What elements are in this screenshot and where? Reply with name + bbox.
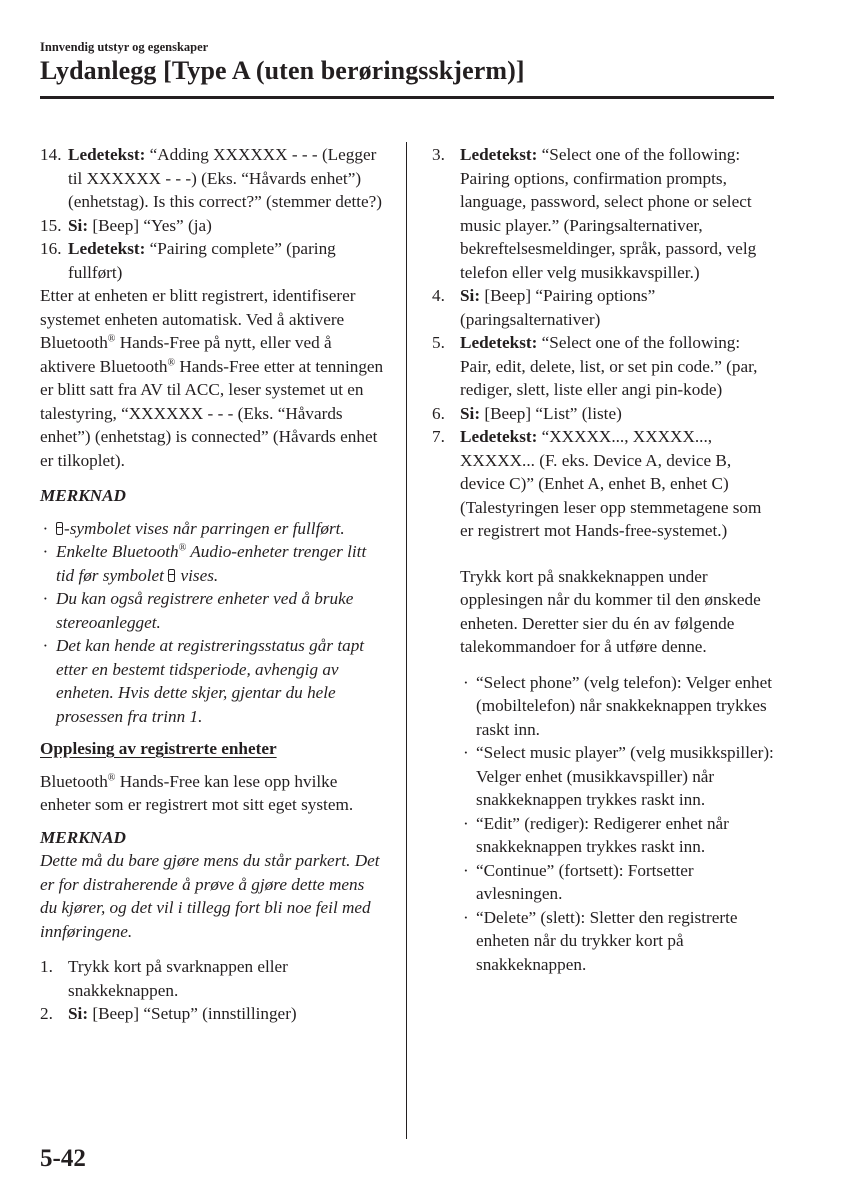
header-rule bbox=[40, 96, 774, 99]
step-7 bbox=[432, 425, 774, 543]
step-text: [Beep] “Yes” (ja) bbox=[88, 215, 212, 235]
bluetooth-status-icon bbox=[56, 522, 63, 535]
step-16 bbox=[40, 237, 385, 284]
step-number: 2. bbox=[40, 1004, 53, 1023]
left-column bbox=[40, 143, 385, 1026]
note-heading: MERKNAD bbox=[40, 827, 126, 847]
step-label: Ledetekst: bbox=[68, 239, 146, 258]
step-1 bbox=[40, 955, 385, 1002]
step-14 bbox=[40, 143, 385, 214]
step-number: 3. bbox=[432, 145, 445, 164]
step-number: 6. bbox=[432, 403, 445, 423]
step-text: [Beep] “List” (liste) bbox=[480, 403, 622, 423]
step-6 bbox=[432, 402, 774, 426]
step-label: Si: bbox=[460, 403, 481, 423]
page-title: Lydanlegg [Type A (uten berøringsskjerm)] bbox=[40, 56, 525, 85]
section-heading: Opplesing av registrerte enheter bbox=[40, 739, 277, 758]
body-paragraph: Etter at enheten er blitt registrert, identifiserer systemet enheten automatisk. Ved å aktivere Bluetooth® Hands-Free på nytt, eller ved å aktivere Bluetooth® Hands-Free etter at tenningen er blitt satt fra AV til ACC, leser systemet ut en talestyring, “XXXXXX - - - (Eks. “Håvards enhet”) (enhetstag) is connected” (Håvards enhet er tilkoplet). bbox=[40, 286, 384, 470]
page-number: 5-42 bbox=[40, 1145, 86, 1172]
step-text: “Adding XXXXXX - - - (Legger til XXXXXX - - -) (Eks. “Håvards enhet”) (enhetstag). Is this correct?” (stemmer dette?) bbox=[68, 145, 382, 211]
section-label: Innvendig utstyr og egenskaper bbox=[40, 40, 209, 54]
list-item: · “Select music player” (velg musikkspiller): Velger enhet (musikkavspiller) når snakkeknappen trykkes raskt inn. bbox=[463, 743, 774, 809]
step-4 bbox=[432, 284, 774, 331]
list-item: · “Delete” (slett): Sletter den registrerte enheten når du trykker kort på snakkeknappen. bbox=[463, 907, 738, 974]
step-text: Trykk kort på svarknappen eller snakkeknappen. bbox=[68, 957, 288, 1000]
step-number: 15. bbox=[40, 215, 62, 235]
step-text: [Beep] “Setup” (innstillinger) bbox=[88, 1004, 297, 1023]
step-number: 1. bbox=[40, 957, 53, 976]
step-text: “Select one of the following: Pair, edit, delete, list, or set pin code.” (par, rediger, slett, liste eller angi pin-kode) bbox=[460, 333, 758, 399]
step-label: Si: bbox=[68, 1004, 89, 1023]
step-number: 14. bbox=[40, 145, 62, 164]
step-text: “Pairing complete” (paring fullført) bbox=[68, 239, 336, 282]
note-bullet: · -symbolet vises når parringen er fullført. bbox=[43, 518, 345, 538]
right-column bbox=[432, 143, 774, 976]
list-item: · “Edit” (rediger): Redigerer enhet når snakkeknappen trykkes raskt inn. bbox=[463, 813, 729, 856]
step-number: 4. bbox=[432, 286, 445, 305]
step-number: 7. bbox=[432, 427, 445, 446]
note-heading: MERKNAD bbox=[40, 486, 126, 505]
body-paragraph: Trykk kort på snakkeknappen under opplesingen når du kommer til den ønskede enheten. Deretter sier du én av følgende talekommandoer for å utføre denne. bbox=[460, 566, 761, 656]
note-bullet: · Det kan hende at registreringsstatus går tapt etter en bestemt tidsperiode, avhengig av enheten. Hvis dette skjer, gjentar du hele prosessen fra trinn 1. bbox=[43, 636, 365, 726]
step-text: [Beep] “Pairing options” (paringsalternativer) bbox=[460, 286, 656, 329]
step-label: Si: bbox=[68, 215, 89, 235]
step-label: Ledetekst: bbox=[460, 145, 538, 164]
step-text: “Select one of the following: Pairing options, confirmation prompts, language, password, select phone or select music player.” (Paringsalternativer, bekreftelsesmeldinger, språk, passord, velg telefon eller velg musikkavspiller.) bbox=[460, 145, 757, 282]
list-item: · “Continue” (fortsett): Fortsetter avlesningen. bbox=[463, 860, 694, 903]
note-text: Dette må du bare gjøre mens du står parkert. Det er for distraherende å prøve å gjøre dette mens du kjører, og det vil i tillegg fort bli noe feil med innføringene. bbox=[40, 851, 380, 941]
step-label: Ledetekst: bbox=[460, 427, 538, 446]
step-3 bbox=[432, 143, 774, 284]
step-2 bbox=[40, 1002, 385, 1026]
body-paragraph: Bluetooth® Hands-Free kan lese opp hvilke enheter som er registrert mot sitt eget system. bbox=[40, 771, 354, 814]
step-text: “XXXXX..., XXXXX..., XXXXX... (F. eks. Device A, device B, device C)” (Enhet A, enhet B, enhet C) (Talestyringen leser opp stemmetagene som er registrert mot Hands-free-systemet.) bbox=[460, 427, 762, 540]
note-bullet: · Enkelte Bluetooth® Audio-enheter trenger litt tid før symbolet vises. bbox=[43, 542, 367, 585]
note-bullet: · Du kan også registrere enheter ved å bruke stereoanlegget. bbox=[43, 589, 354, 632]
column-divider bbox=[406, 142, 407, 1139]
step-label: Ledetekst: bbox=[460, 333, 538, 352]
bluetooth-status-icon bbox=[168, 569, 175, 582]
step-15 bbox=[40, 214, 385, 238]
step-label: Ledetekst: bbox=[68, 145, 146, 164]
step-number: 16. bbox=[40, 239, 62, 258]
step-number: 5. bbox=[432, 333, 445, 352]
list-item: · “Select phone” (velg telefon): Velger enhet (mobiltelefon) når snakkeknappen trykkes raskt inn. bbox=[463, 672, 773, 739]
step-label: Si: bbox=[460, 286, 481, 305]
step-5 bbox=[432, 331, 774, 402]
